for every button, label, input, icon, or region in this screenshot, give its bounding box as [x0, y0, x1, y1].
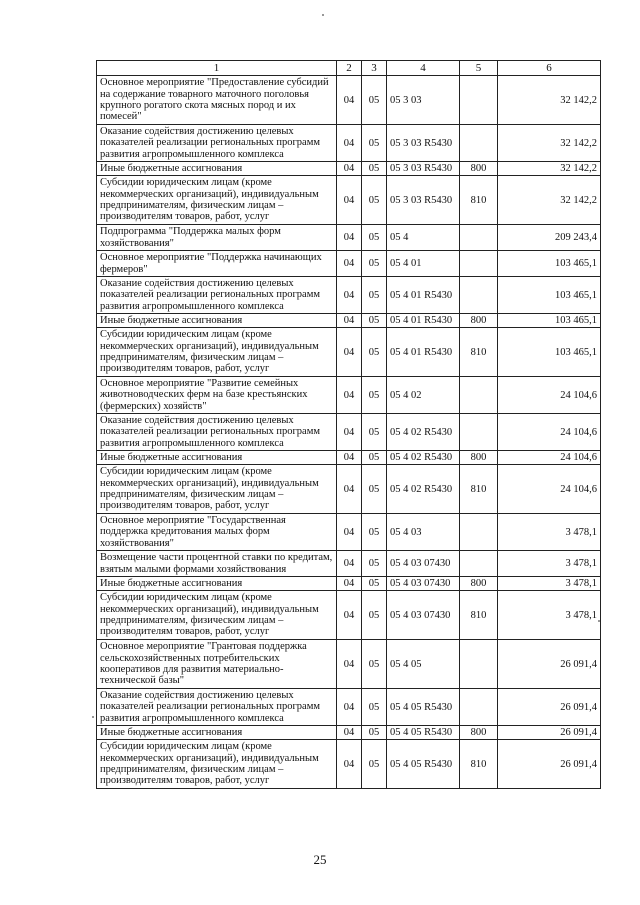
- row-subsection: 05: [362, 277, 387, 314]
- row-amount: 103 465,1: [498, 251, 601, 277]
- row-section: 04: [337, 465, 362, 514]
- row-expense-kind: [460, 377, 498, 414]
- row-section: 04: [337, 162, 362, 176]
- row-amount: 209 243,4: [498, 225, 601, 251]
- row-section: 04: [337, 740, 362, 789]
- row-amount: 24 104,6: [498, 414, 601, 451]
- row-target-code: 05 3 03: [387, 76, 460, 125]
- row-subsection: 05: [362, 125, 387, 162]
- column-header: 4: [387, 61, 460, 76]
- row-amount: 32 142,2: [498, 176, 601, 225]
- row-subsection: 05: [362, 551, 387, 577]
- scan-speck: [322, 14, 324, 16]
- column-header: 3: [362, 61, 387, 76]
- row-name: Основное мероприятие "Грантовая поддержка сельскохозяйственных потребительских кооперативов для развития материально-технической базы": [97, 640, 337, 689]
- table-row: [97, 251, 601, 277]
- row-subsection: 05: [362, 577, 387, 591]
- table-row: [97, 162, 601, 176]
- row-expense-kind: [460, 251, 498, 277]
- table-row: [97, 640, 601, 689]
- scan-speck: [92, 716, 94, 718]
- row-amount: 103 465,1: [498, 277, 601, 314]
- row-section: 04: [337, 689, 362, 726]
- row-section: 04: [337, 591, 362, 640]
- row-subsection: 05: [362, 176, 387, 225]
- row-expense-kind: [460, 551, 498, 577]
- row-target-code: 05 4 02 R5430: [387, 451, 460, 465]
- row-target-code: 05 3 03 R5430: [387, 162, 460, 176]
- row-section: 04: [337, 176, 362, 225]
- row-target-code: 05 4 05 R5430: [387, 740, 460, 789]
- table-row: [97, 76, 601, 125]
- row-expense-kind: 800: [460, 451, 498, 465]
- row-name: Основное мероприятие "Предоставление субсидий на содержание товарного маточного поголовья крупного рогатого скота мясных пород и их помесей": [97, 76, 337, 125]
- row-amount: 26 091,4: [498, 740, 601, 789]
- row-section: 04: [337, 328, 362, 377]
- table-row: [97, 176, 601, 225]
- table-row: [97, 740, 601, 789]
- row-name: Субсидии юридическим лицам (кроме некоммерческих организаций), индивидуальным предпринимателям, физическим лицам – производителям товаров, работ, услуг: [97, 591, 337, 640]
- row-amount: 26 091,4: [498, 640, 601, 689]
- row-amount: 3 478,1: [498, 591, 601, 640]
- row-subsection: 05: [362, 377, 387, 414]
- column-header: 6: [498, 61, 601, 76]
- row-subsection: 05: [362, 740, 387, 789]
- row-name: Иные бюджетные ассигнования: [97, 162, 337, 176]
- row-expense-kind: 800: [460, 314, 498, 328]
- table-row: [97, 577, 601, 591]
- table-row: [97, 125, 601, 162]
- row-amount: 32 142,2: [498, 76, 601, 125]
- row-subsection: 05: [362, 514, 387, 551]
- table-row: [97, 465, 601, 514]
- row-amount: 103 465,1: [498, 314, 601, 328]
- budget-table: [96, 60, 601, 789]
- row-target-code: 05 4 01 R5430: [387, 328, 460, 377]
- row-subsection: 05: [362, 726, 387, 740]
- row-expense-kind: [460, 277, 498, 314]
- row-expense-kind: 810: [460, 591, 498, 640]
- table-row: [97, 314, 601, 328]
- row-target-code: 05 4 01: [387, 251, 460, 277]
- row-section: 04: [337, 225, 362, 251]
- row-amount: 32 142,2: [498, 162, 601, 176]
- row-section: 04: [337, 125, 362, 162]
- row-name: Субсидии юридическим лицам (кроме некоммерческих организаций), индивидуальным предпринимателям, физическим лицам – производителям товаров, работ, услуг: [97, 328, 337, 377]
- row-subsection: 05: [362, 451, 387, 465]
- row-name: Иные бюджетные ассигнования: [97, 577, 337, 591]
- row-target-code: 05 4 03 07430: [387, 551, 460, 577]
- row-target-code: 05 3 03 R5430: [387, 125, 460, 162]
- row-name: Основное мероприятие "Развитие семейных животноводческих ферм на базе крестьянских (фермерских) хозяйств": [97, 377, 337, 414]
- row-amount: 24 104,6: [498, 451, 601, 465]
- row-section: 04: [337, 377, 362, 414]
- column-header: 5: [460, 61, 498, 76]
- header-row: [97, 61, 601, 76]
- row-name: Иные бюджетные ассигнования: [97, 451, 337, 465]
- row-expense-kind: [460, 514, 498, 551]
- row-subsection: 05: [362, 314, 387, 328]
- row-section: 04: [337, 314, 362, 328]
- row-subsection: 05: [362, 465, 387, 514]
- table-row: [97, 414, 601, 451]
- row-name: Оказание содействия достижению целевых показателей реализации региональных программ развития агропромышленного комплекса: [97, 689, 337, 726]
- row-section: 04: [337, 514, 362, 551]
- row-section: 04: [337, 577, 362, 591]
- table-row: [97, 451, 601, 465]
- row-section: 04: [337, 726, 362, 740]
- row-target-code: 05 4 05 R5430: [387, 689, 460, 726]
- table-row: [97, 551, 601, 577]
- page-number: 25: [313, 852, 327, 867]
- row-section: 04: [337, 277, 362, 314]
- row-expense-kind: [460, 640, 498, 689]
- row-target-code: 05 4 03 07430: [387, 591, 460, 640]
- row-section: 04: [337, 251, 362, 277]
- row-section: 04: [337, 551, 362, 577]
- row-expense-kind: [460, 414, 498, 451]
- table-row: [97, 689, 601, 726]
- row-name: Подпрограмма "Поддержка малых форм хозяйствования": [97, 225, 337, 251]
- row-target-code: 05 4: [387, 225, 460, 251]
- row-expense-kind: 810: [460, 176, 498, 225]
- table-row: [97, 225, 601, 251]
- row-amount: 24 104,6: [498, 465, 601, 514]
- row-section: 04: [337, 76, 362, 125]
- row-expense-kind: 810: [460, 328, 498, 377]
- row-expense-kind: [460, 689, 498, 726]
- row-name: Субсидии юридическим лицам (кроме некоммерческих организаций), индивидуальным предпринимателям, физическим лицам – производителям товаров, работ, услуг: [97, 740, 337, 789]
- row-section: 04: [337, 451, 362, 465]
- row-subsection: 05: [362, 591, 387, 640]
- row-target-code: 05 4 03: [387, 514, 460, 551]
- row-amount: 3 478,1: [498, 514, 601, 551]
- row-target-code: 05 4 02 R5430: [387, 414, 460, 451]
- table-row: [97, 591, 601, 640]
- row-expense-kind: [460, 225, 498, 251]
- column-header: 2: [337, 61, 362, 76]
- row-expense-kind: [460, 125, 498, 162]
- row-amount: 24 104,6: [498, 377, 601, 414]
- column-header: 1: [97, 61, 337, 76]
- row-amount: 3 478,1: [498, 551, 601, 577]
- row-subsection: 05: [362, 328, 387, 377]
- row-section: 04: [337, 414, 362, 451]
- table-row: [97, 377, 601, 414]
- row-name: Основное мероприятие "Поддержка начинающих фермеров": [97, 251, 337, 277]
- row-subsection: 05: [362, 76, 387, 125]
- row-name: Иные бюджетные ассигнования: [97, 726, 337, 740]
- row-amount: 26 091,4: [498, 689, 601, 726]
- row-name: Субсидии юридическим лицам (кроме некоммерческих организаций), индивидуальным предпринимателям, физическим лицам – производителям товаров, работ, услуг: [97, 465, 337, 514]
- row-expense-kind: [460, 76, 498, 125]
- row-amount: 3 478,1: [498, 577, 601, 591]
- row-subsection: 05: [362, 414, 387, 451]
- row-subsection: 05: [362, 689, 387, 726]
- table-row: [97, 328, 601, 377]
- row-section: 04: [337, 640, 362, 689]
- row-subsection: 05: [362, 162, 387, 176]
- row-target-code: 05 4 05: [387, 640, 460, 689]
- row-name: Оказание содействия достижению целевых показателей реализации региональных программ развития агропромышленного комплекса: [97, 125, 337, 162]
- row-amount: 103 465,1: [498, 328, 601, 377]
- table-row: [97, 726, 601, 740]
- table-row: [97, 514, 601, 551]
- row-target-code: 05 4 02: [387, 377, 460, 414]
- row-target-code: 05 4 01 R5430: [387, 314, 460, 328]
- row-target-code: 05 4 02 R5430: [387, 465, 460, 514]
- row-name: Иные бюджетные ассигнования: [97, 314, 337, 328]
- row-target-code: 05 4 03 07430: [387, 577, 460, 591]
- row-name: Возмещение части процентной ставки по кредитам, взятым малыми формами хозяйствования: [97, 551, 337, 577]
- row-subsection: 05: [362, 251, 387, 277]
- row-expense-kind: 810: [460, 740, 498, 789]
- row-name: Основное мероприятие "Государственная поддержка кредитования малых форм хозяйствования": [97, 514, 337, 551]
- row-target-code: 05 4 05 R5430: [387, 726, 460, 740]
- row-expense-kind: 800: [460, 577, 498, 591]
- row-amount: 26 091,4: [498, 726, 601, 740]
- row-name: Субсидии юридическим лицам (кроме некоммерческих организаций), индивидуальным предпринимателям, физическим лицам – производителям товаров, работ, услуг: [97, 176, 337, 225]
- row-subsection: 05: [362, 225, 387, 251]
- row-name: Оказание содействия достижению целевых показателей реализации региональных программ развития агропромышленного комплекса: [97, 277, 337, 314]
- row-expense-kind: 800: [460, 726, 498, 740]
- row-target-code: 05 4 01 R5430: [387, 277, 460, 314]
- table-body: [97, 76, 601, 789]
- table-row: [97, 277, 601, 314]
- row-name: Оказание содействия достижению целевых показателей реализации региональных программ развития агропромышленного комплекса: [97, 414, 337, 451]
- row-amount: 32 142,2: [498, 125, 601, 162]
- row-target-code: 05 3 03 R5430: [387, 176, 460, 225]
- row-subsection: 05: [362, 640, 387, 689]
- row-expense-kind: 800: [460, 162, 498, 176]
- row-expense-kind: 810: [460, 465, 498, 514]
